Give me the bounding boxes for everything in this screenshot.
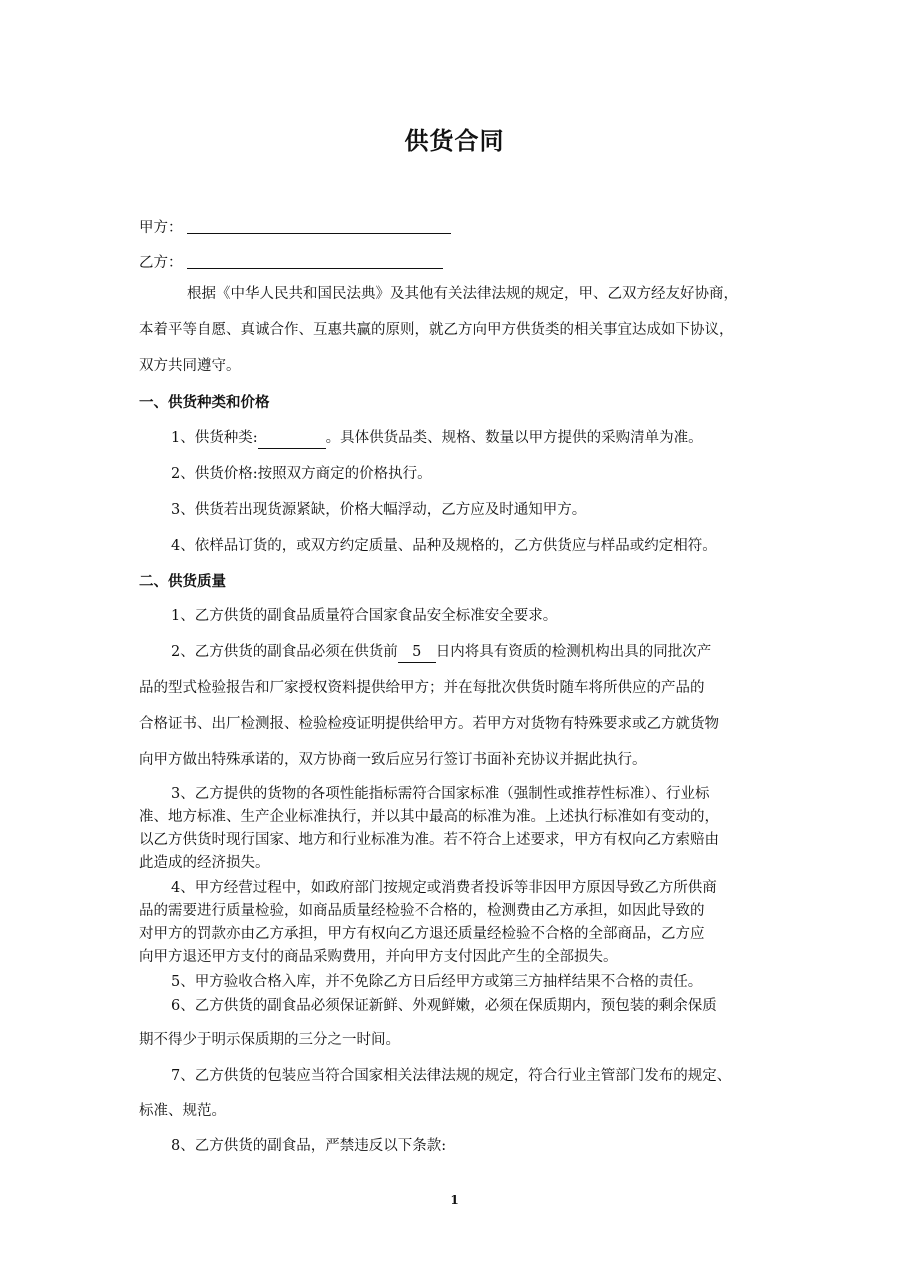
intro-line-1: 根据《中华人民共和国民法典》及其他有关法律法规的规定，甲、乙双方经友好协商， <box>187 286 738 302</box>
party-a-blank <box>187 233 451 234</box>
section-2-item-4-line: 品的需要进行质量检验，如商品质量经检验不合格的，检测费由乙方承担，如因此导致的 <box>139 903 705 919</box>
section-2-item-3-line: 此造成的经济损失。 <box>139 855 270 871</box>
party-b-label: 乙方： <box>139 255 183 271</box>
section-1-heading: 一、供货种类和价格 <box>139 395 270 411</box>
section-2-item-5: 5、甲方验收合格入库，并不免除乙方日后经甲方或第三方抽样结果不合格的责任。 <box>171 974 703 990</box>
section-2-item-4-line: 4、甲方经营过程中，如政府部门按规定或消费者投诉等非因甲方原因导致乙方所供商 <box>171 880 717 896</box>
section-1-item-1 <box>171 428 703 449</box>
section-2-item-6-line: 6、乙方供货的副食品必须保证新鲜、外观鲜嫩，必须在保质期内，预包装的剩余保质 <box>171 998 717 1014</box>
section-2-item-3-line: 以乙方供货时现行国家、地方和行业标准为准。若不符合上述要求，甲方有权向乙方索赔由 <box>139 832 719 848</box>
section-2-item-3-line: 准、地方标准、生产企业标准执行，并以其中最高的标准为准。上述执行标准如有变动的， <box>139 809 719 825</box>
document-title: 供货合同 <box>404 126 505 155</box>
section-1-item-4: 4、依样品订货的，或双方约定质量、品种及规格的，乙方供货应与样品或约定相符。 <box>171 538 717 554</box>
section-2-item-4-line: 对甲方的罚款亦由乙方承担，甲方有权向乙方退还质量经检验不合格的全部商品，乙方应 <box>139 926 705 942</box>
item-1-prefix: 1、供货种类: <box>171 430 258 446</box>
section-2-item-7-line: 标准、规范。 <box>139 1103 226 1119</box>
section-2-item-7-line: 7、乙方供货的包装应当符合国家相关法律法规的规定，符合行业主管部门发布的规定、 <box>171 1068 732 1084</box>
item-2-suffix: 日内将具有资质的检测机构出具的同批次产 <box>435 644 712 660</box>
intro-line-2: 本着平等自愿、真诚合作、互惠共赢的原则，就乙方向甲方供货类的相关事宜达成如下协议， <box>139 322 734 338</box>
intro-line-3: 双方共同遵守。 <box>139 358 241 374</box>
section-1-item-2: 2、供货价格:按照双方商定的价格执行。 <box>171 466 432 482</box>
section-2-item-3-line: 3、乙方提供的货物的各项性能指标需符合国家标准（强制性或推荐性标准）、行业标 <box>171 786 710 802</box>
section-2-item-2-line: 品的型式检验报告和厂家授权资料提供给甲方；并在每批次供货时随车将所供应的产品的 <box>139 680 705 696</box>
section-2-item-6-line: 期不得少于明示保质期的三分之一时间。 <box>139 1032 400 1048</box>
page-number: 1 <box>450 1193 459 1207</box>
days-value: 5 <box>398 642 436 663</box>
section-2-item-2-line: 向甲方做出特殊承诺的，双方协商一致后应另行签订书面补充协议并据此执行。 <box>139 752 647 768</box>
section-2-item-8: 8、乙方供货的副食品，严禁违反以下条款: <box>171 1138 447 1154</box>
section-2-heading: 二、供货质量 <box>139 574 226 590</box>
item-2-prefix: 2、乙方供货的副食品必须在供货前 <box>171 644 398 660</box>
section-2-item-2-line: 合格证书、出厂检测报、检验检疫证明提供给甲方。若甲方对货物有特殊要求或乙方就货物 <box>139 716 719 732</box>
party-b-blank <box>187 268 443 269</box>
supply-type-blank <box>258 428 326 449</box>
section-2-item-4-line: 向甲方退还甲方支付的商品采购费用，并向甲方支付因此产生的全部损失。 <box>139 949 618 965</box>
section-1-item-3: 3、供货若出现货源紧缺，价格大幅浮动，乙方应及时通知甲方。 <box>171 502 587 518</box>
section-2-item-1: 1、乙方供货的副食品质量符合国家食品安全标准安全要求。 <box>171 608 558 624</box>
item-1-suffix: 。具体供货品类、规格、数量以甲方提供的采购清单为准。 <box>325 430 703 446</box>
party-a-label: 甲方： <box>139 220 183 236</box>
section-2-item-2 <box>171 642 711 663</box>
